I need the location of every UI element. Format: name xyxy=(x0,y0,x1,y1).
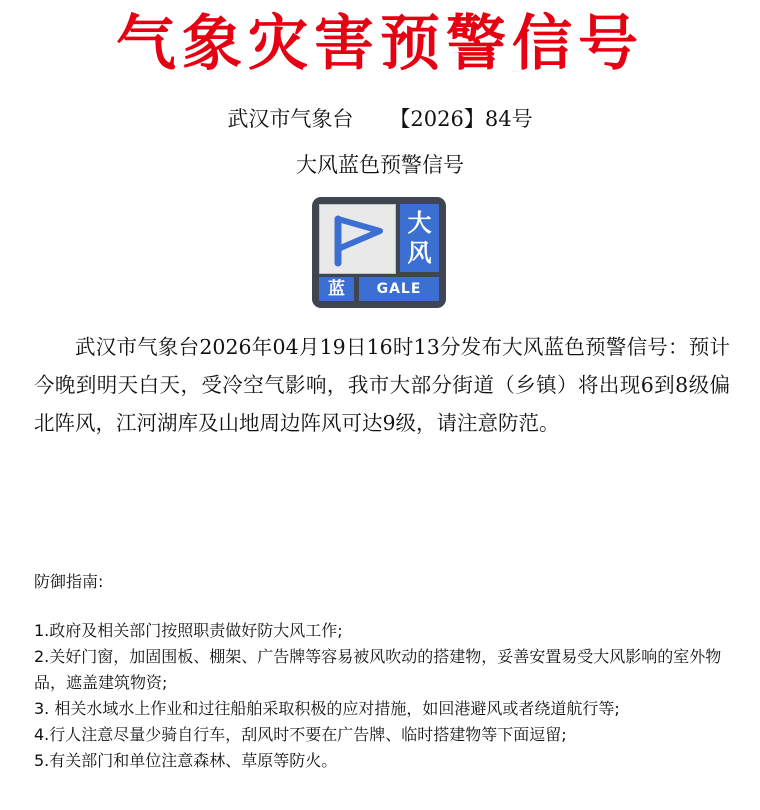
guide-item: 4.行人注意尽量少骑自行车，刮风时不要在广告牌、临时搭建物等下面逗留; xyxy=(34,725,567,744)
guide-item: 3. 相关水域水上作业和过往船舶采取积极的应对措施，如回港避风或者绕道航行等; xyxy=(34,699,620,718)
announcement-paragraph: 武汉市气象台2026年04月19日16时13分发布大风蓝色预警信号：预计今晚到明天白天，受冷空气影响，我市大部分街道（乡镇）将出现6到8级偏北阵风，江河湖库及山地周边阵风可达9级，请注意防范。 xyxy=(34,335,730,435)
issuer: 武汉市气象台 xyxy=(227,107,354,131)
issuer-line xyxy=(0,104,760,134)
level-char: 蓝 xyxy=(328,279,345,299)
guide-item: 5.有关部门和单位注意森林、草原等防火。 xyxy=(34,751,338,770)
type-char-1: 大 xyxy=(407,209,432,237)
warning-type-panel xyxy=(400,204,439,272)
gale-blue-warning-icon xyxy=(312,197,446,308)
doc-number: 【2026】84号 xyxy=(389,107,533,131)
english-label: GALE xyxy=(376,281,422,297)
signal-name: 大风蓝色预警信号 xyxy=(296,153,464,177)
page-title: 气象灾害预警信号 xyxy=(116,9,644,79)
guide-item: 1.政府及相关部门按照职责做好防大风工作; xyxy=(34,621,343,640)
gale-flag-icon xyxy=(319,204,396,274)
level-badge xyxy=(319,277,354,301)
guide-item: 2.关好门窗，加固围板、棚架、广告牌等容易被风吹动的搭建物，妥善安置易受大风影响的室外物品，遮盖建筑物资; xyxy=(34,647,722,692)
type-char-2: 风 xyxy=(407,239,432,267)
guide-title: 防御指南: xyxy=(34,572,104,591)
flag-graphic xyxy=(320,205,395,273)
english-label-badge xyxy=(359,277,439,301)
guide-list xyxy=(34,618,730,774)
